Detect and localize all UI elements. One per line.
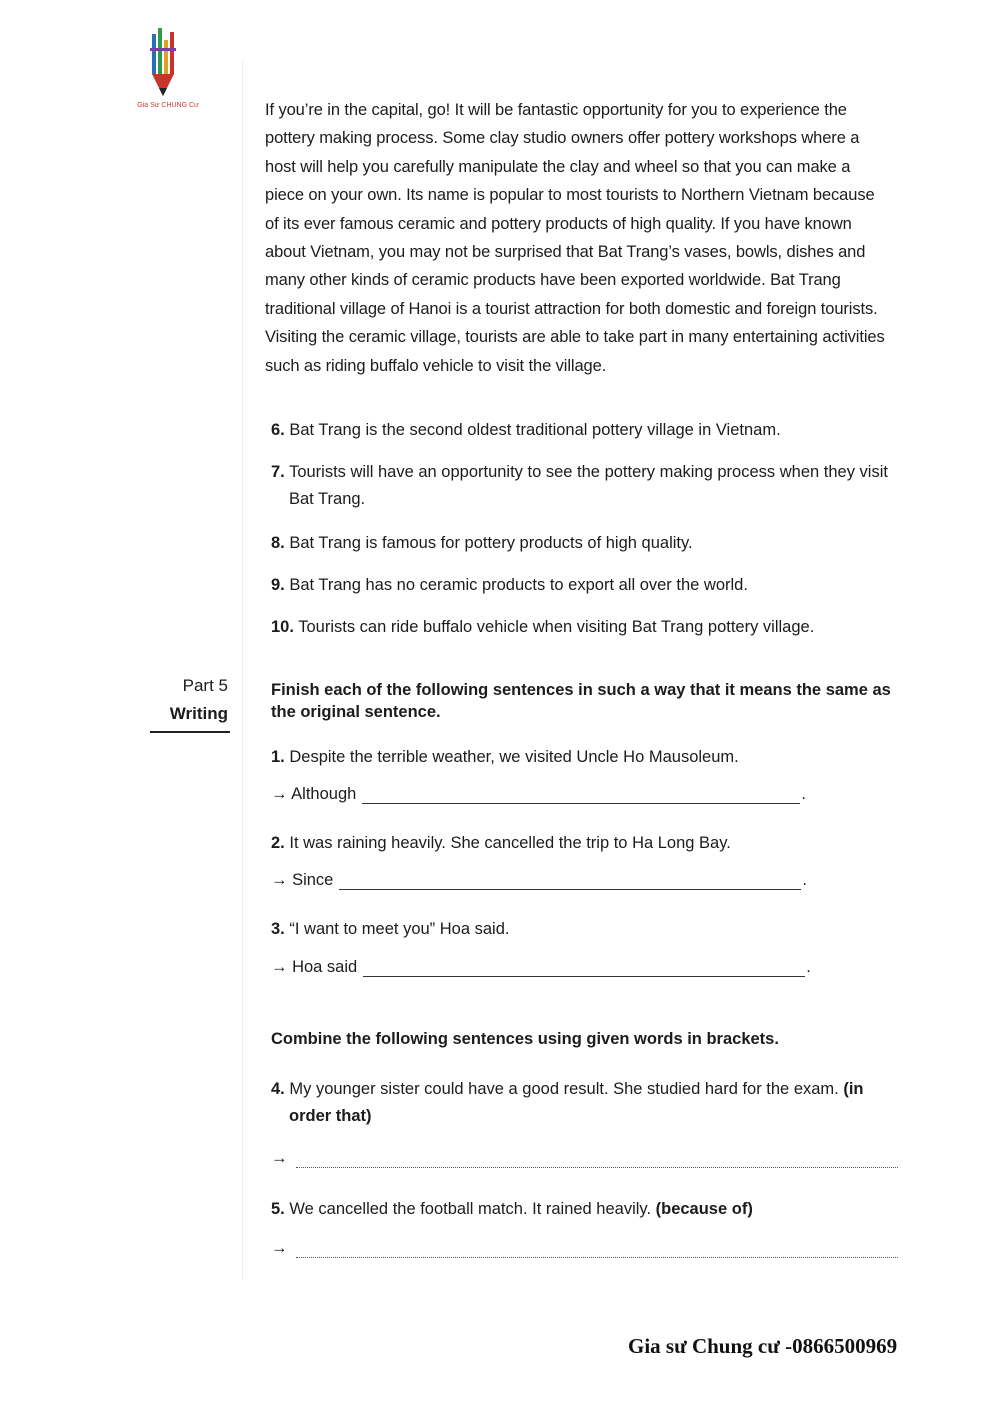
- answer-2: [271, 871, 807, 890]
- statement-7: [271, 459, 901, 513]
- statement-9: [271, 572, 901, 599]
- answer-3: [271, 958, 811, 977]
- footer-contact: Gia sư Chung cư -0866500969: [628, 1334, 898, 1358]
- margin-divider: [242, 60, 243, 1280]
- question-number: 1.: [271, 748, 285, 766]
- instruction-combine: Combine the following sentences using given words in brackets.: [271, 1030, 779, 1048]
- question-hint: (because of): [655, 1200, 753, 1218]
- statement-text: Bat Trang has no ceramic products to export all over the world.: [289, 576, 748, 594]
- question-hint: (in order that): [289, 1080, 864, 1125]
- statement-number: 7.: [271, 463, 285, 481]
- question-3: [271, 916, 901, 943]
- answer-prompt: → Hoa said: [271, 958, 358, 976]
- answer-1: [271, 785, 806, 804]
- part-label: Writing: [169, 704, 228, 723]
- reading-passage: If you’re in the capital, go! It will be fantastic opportunity for you to experience the pottery making process. Some clay studio owners offer pottery workshops where a host will help you carefully manipulate the clay and wheel so that you can make a piece on your own. Its name is popular to most tourists to Northern Vietnam because of its ever famous ceramic and pottery products of high quality. If you have known about Vietnam, you may not be surprised that Bat Trang’s vases, bowls, dishes and many other kinds of ceramic products have been exported worldwide. Bat Trang traditional village of Hanoi is a tourist attraction for both domestic and foreign tourists. Visiting the ceramic village, tourists are able to take part in many entertaining activities such as riding buffalo vehicle to visit the village.: [265, 101, 885, 375]
- question-4: [271, 1076, 901, 1130]
- statement-number: 10.: [271, 618, 294, 636]
- statement-text: Bat Trang is famous for pottery products of high quality.: [289, 534, 693, 552]
- answer-prompt: → Although: [271, 785, 357, 803]
- statement-text: Tourists will have an opportunity to see the pottery making process when they visit Bat Trang.: [289, 463, 888, 508]
- question-number: 3.: [271, 920, 285, 938]
- answer-dotted-line[interactable]: [296, 1156, 898, 1168]
- statement-text: Bat Trang is the second oldest traditional pottery village in Vietnam.: [289, 421, 781, 439]
- answer-line[interactable]: [339, 876, 801, 890]
- question-number: 2.: [271, 834, 285, 852]
- answer-5: [271, 1239, 898, 1258]
- answer-period: .: [801, 785, 806, 803]
- question-5: [271, 1196, 901, 1223]
- statement-10: [271, 614, 901, 641]
- arrow-icon: →: [271, 1239, 288, 1257]
- answer-prompt: → Since: [271, 871, 334, 889]
- statement-text: Tourists can ride buffalo vehicle when visiting Bat Trang pottery village.: [298, 618, 815, 636]
- answer-4: [271, 1149, 898, 1168]
- logo: [128, 22, 208, 112]
- statement-number: 6.: [271, 421, 285, 439]
- question-number: 5.: [271, 1200, 285, 1218]
- question-1: [271, 744, 901, 771]
- part-number: Part 5: [182, 676, 228, 695]
- pencil-logo-icon: [128, 22, 208, 102]
- statement-number: 8.: [271, 534, 285, 552]
- question-text: “I want to meet you” Hoa said.: [289, 920, 510, 938]
- question-text: We cancelled the football match. It rained heavily.: [289, 1200, 652, 1218]
- question-2: [271, 830, 901, 857]
- part-underline: [150, 731, 230, 733]
- answer-line[interactable]: [363, 963, 805, 977]
- answer-line[interactable]: [362, 790, 800, 804]
- question-number: 4.: [271, 1080, 285, 1098]
- question-text: My younger sister could have a good result. She studied hard for the exam.: [289, 1080, 839, 1098]
- answer-period: .: [806, 958, 811, 976]
- answer-period: .: [802, 871, 807, 889]
- statement-number: 9.: [271, 576, 285, 594]
- answer-dotted-line[interactable]: [296, 1246, 898, 1258]
- statement-8: [271, 530, 901, 557]
- question-text: Despite the terrible weather, we visited Uncle Ho Mausoleum.: [289, 748, 739, 766]
- logo-caption: Gia Sư CHUNG Cư: [137, 102, 199, 109]
- arrow-icon: →: [271, 1149, 288, 1167]
- statement-6: [271, 417, 901, 444]
- question-text: It was raining heavily. She cancelled the trip to Ha Long Bay.: [289, 834, 731, 852]
- instruction-rewrite: Finish each of the following sentences in such a way that it means the same as the original sentence.: [271, 681, 891, 721]
